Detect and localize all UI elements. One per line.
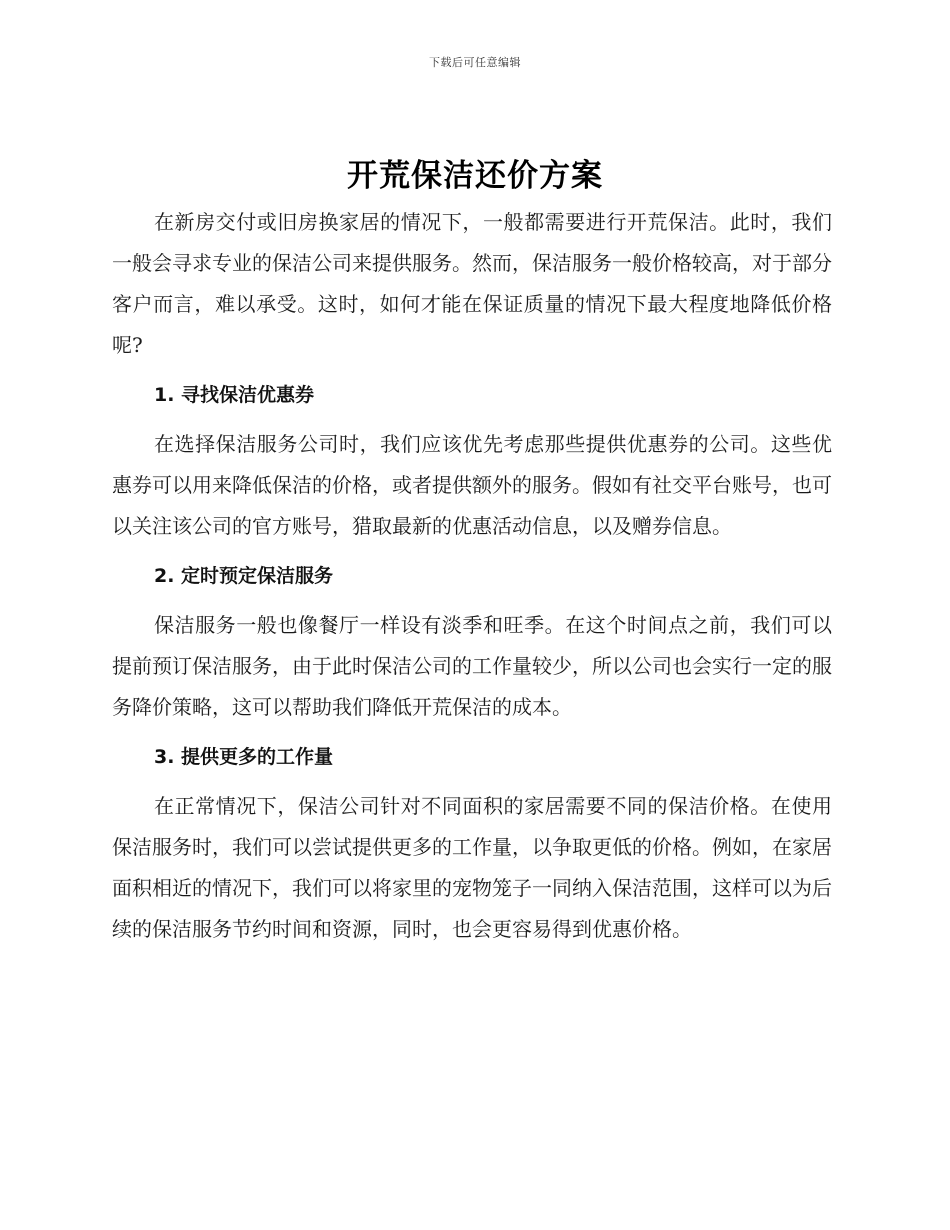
document-body (112, 202, 832, 950)
section-paragraph-2: 保洁服务一般也像餐厅一样设有淡季和旺季。在这个时间点之前，我们可以提前预订保洁服务，由于此时保洁公司的工作量较少，所以公司也会实行一定的服务降价策略，这可以帮助我们降低开荒保洁的成本。 (112, 613, 832, 719)
document-title: 开荒保洁还价方案 (347, 158, 603, 194)
section-heading-1: 1. 寻找保洁优惠券 (154, 384, 315, 406)
header-note: 下载后可任意编辑 (429, 56, 521, 69)
section-paragraph-1: 在选择保洁服务公司时，我们应该优先考虑那些提供优惠券的公司。这些优惠券可以用来降低保洁的价格，或者提供额外的服务。假如有社交平台账号，也可以关注该公司的官方账号，猎取最新的优惠活动信息，以及赠券信息。 (112, 432, 832, 538)
section-heading-2: 2. 定时预定保洁服务 (154, 565, 334, 587)
section-paragraph-3: 在正常情况下，保洁公司针对不同面积的家居需要不同的保洁价格。在使用保洁服务时，我们可以尝试提供更多的工作量，以争取更低的价格。例如，在家居面积相近的情况下，我们可以将家里的宠物笼子一同纳入保洁范围，这样可以为后续的保洁服务节约时间和资源，同时，也会更容易得到优惠价格。 (112, 794, 832, 941)
intro-paragraph: 在新房交付或旧房换家居的情况下，一般都需要进行开荒保洁。此时，我们一般会寻求专业的保洁公司来提供服务。然而，保洁服务一般价格较高，对于部分客户而言，难以承受。这时，如何才能在保证质量的情况下最大程度地降低价格呢? (112, 210, 832, 357)
section-heading-3: 3. 提供更多的工作量 (154, 746, 334, 768)
